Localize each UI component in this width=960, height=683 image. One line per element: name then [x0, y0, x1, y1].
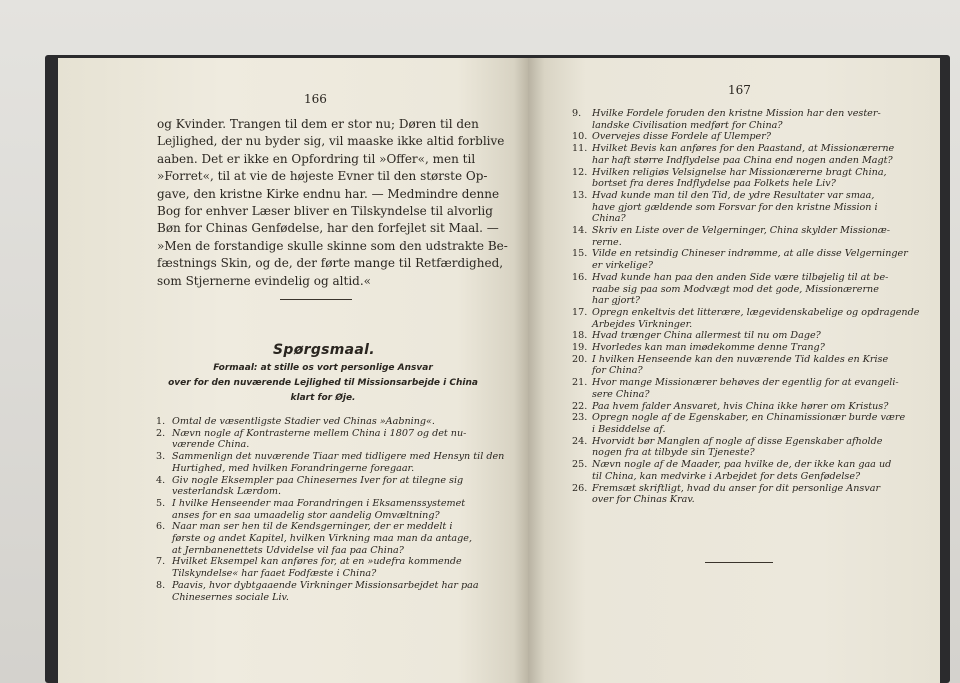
question-item: [572, 306, 920, 330]
question-text-line: Chinesernes sociale Liv.: [172, 591, 289, 603]
question-text-line: Fremsæt skriftligt, hvad du anser for dit personlige Ansvar: [592, 482, 881, 494]
question-item: [572, 377, 917, 400]
question-text-line: China?: [592, 213, 626, 225]
question-item: [572, 483, 917, 506]
question-text-line: Opregn enkeltvis det litterære, lægevidenskabelige og opdragende: [592, 306, 920, 318]
purpose-statement: [158, 361, 488, 406]
question-number: 9.: [572, 108, 582, 119]
question-number: 21.: [572, 377, 588, 389]
question-item: [156, 451, 505, 474]
question-text-line: Paa hvem falder Ansvaret, hvis China ikke hører om Kristus?: [592, 400, 889, 412]
paragraph-line: aaben. Det er ikke en Opfordring til »Offer«, men til: [157, 151, 476, 166]
question-item: [572, 248, 917, 271]
question-item: [156, 475, 486, 498]
paragraph-line: Bog for enhver Læser bliver en Tilskyndelse til alvorlig: [157, 204, 493, 219]
question-text-line: værende China.: [172, 439, 250, 451]
question-text-line: nogen fra at tilbyde sin Tjeneste?: [592, 447, 755, 459]
body-paragraph: [157, 116, 508, 290]
question-text-line: for China?: [592, 365, 643, 377]
question-item: [572, 401, 917, 413]
question-number: 20.: [572, 353, 588, 365]
question-text-line: Tilskyndelse« har faaet Fodfæste i China?: [172, 568, 377, 580]
question-text-line: Omtal de væsentligste Stadier ved Chinas »Aabning«.: [172, 416, 435, 427]
question-number: 13.: [572, 189, 588, 201]
section-heading: Spørgsmaal.: [273, 342, 375, 358]
question-item: [572, 436, 917, 459]
question-item: [572, 342, 917, 354]
purpose-line: over for den nuværende Lejlighed til Missionsarbejde i China: [168, 378, 478, 388]
question-text-line: Hvilket Bevis kan anføres for den Paastand, at Missionærerne: [592, 143, 895, 155]
question-text-line: Nævn nogle af de Maader, paa hvilke de, der ikke kan gaa ud: [592, 459, 892, 471]
question-item: [572, 167, 917, 190]
right-page: [528, 58, 940, 683]
question-text-line: Opregn nogle af de Egenskaber, en Chinamissionær burde være: [592, 412, 906, 424]
question-item: [572, 190, 917, 225]
question-number: 23.: [572, 412, 588, 424]
question-number: 16.: [572, 271, 588, 283]
question-text-line: vesterlandsk Lærdom.: [172, 486, 282, 498]
paragraph-line: gave, den kristne Kirke endnu har. — Medmindre denne: [157, 186, 500, 201]
question-item: [156, 428, 486, 451]
question-text-line: Hvorledes kan man imødekomme denne Trang?: [592, 342, 825, 354]
paragraph-line: »Men de forstandige skulle skinne som den udstrakte Be-: [157, 238, 508, 253]
question-text-line: at Jernbanenettets Udvidelse vil faa paa China?: [172, 544, 404, 556]
question-text-line: Overvejes disse Fordele af Ulemper?: [592, 131, 771, 143]
purpose-line: klart for Øje.: [290, 393, 356, 403]
question-item: [572, 330, 917, 342]
question-text-line: Vilde en retsindig Chineser indrømme, at alle disse Velgerninger: [592, 248, 908, 260]
page-number: 166: [304, 92, 327, 106]
question-number: 8.: [156, 579, 166, 591]
question-text-line: Hvilket Eksempel kan anføres for, at en »udefra kommende: [172, 556, 462, 568]
question-number: 18.: [572, 330, 588, 342]
question-text-line: i Besiddelse af.: [592, 423, 666, 435]
question-item: [572, 108, 917, 131]
question-item: [572, 143, 917, 166]
question-number: 7.: [156, 556, 166, 568]
question-item: [156, 498, 486, 521]
question-text-line: har haft større Indflydelse paa China end nogen anden Magt?: [592, 154, 893, 166]
question-number: 2.: [156, 427, 166, 439]
question-text-line: raabe sig paa som Modvægt mod det gode, Missionærerne: [592, 283, 879, 295]
question-text-line: til China, kan medvirke i Arbejdet for dets Genfødelse?: [592, 470, 861, 482]
question-number: 11.: [572, 143, 588, 155]
question-number: 4.: [156, 474, 166, 486]
paragraph-line: og Kvinder. Trangen til dem er stor nu; Døren til den: [157, 117, 479, 131]
question-text-line: I hvilke Henseender maa Forandringen i Eksamenssystemet: [172, 497, 466, 509]
question-item: [156, 416, 486, 428]
question-text-line: have gjort gældende som Forsvar for den kristne Mission i: [592, 201, 878, 213]
question-text-line: Giv nogle Eksempler paa Chinesernes Iver for at tilegne sig: [172, 474, 464, 486]
question-item: [572, 225, 917, 248]
question-text-line: sere China?: [592, 388, 650, 400]
question-text-line: har gjort?: [592, 295, 641, 307]
question-text-line: I hvilken Henseende kan den nuværende Tid kaldes en Krise: [592, 353, 889, 365]
question-text-line: over for Chinas Krav.: [592, 494, 695, 506]
question-number: 12.: [572, 166, 588, 178]
question-text-line: landske Civilisation medført for China?: [592, 119, 783, 131]
question-number: 6.: [156, 521, 166, 533]
question-item: [156, 521, 486, 556]
question-text-line: Hvad kunde han paa den anden Side være tilbøjelig til at be-: [592, 271, 889, 283]
question-text-line: Arbejdes Virkninger.: [592, 318, 693, 330]
paragraph-line: Bøn for Chinas Genfødelse, har den forfejlet sit Maal. —: [157, 221, 499, 236]
left-page: [58, 58, 528, 683]
section-divider: [280, 299, 352, 300]
question-text-line: Hvor mange Missionærer behøves der egentlig for at evangeli-: [592, 377, 899, 389]
question-item: [572, 272, 917, 307]
paragraph-line: Lejlighed, der nu byder sig, vil maaske ikke altid forblive: [157, 134, 505, 149]
purpose-line: Formaal: at stille os vort personlige Ansvar: [213, 363, 433, 373]
paragraph-line: »Forret«, til at vie de højeste Evner til den største Op-: [157, 169, 488, 184]
paragraph-line: som Stjernerne evindelig og altid.«: [157, 273, 372, 288]
question-text-line: første og andet Kapitel, hvilken Virkning maa man da antage,: [172, 533, 472, 545]
question-text-line: anses for en saa umaadelig stor aandelig Omvæltning?: [172, 509, 440, 521]
question-text-line: Hvad kunde man til den Tid, de ydre Resultater var smaa,: [592, 189, 875, 201]
question-number: 26.: [572, 482, 588, 494]
question-item: [572, 131, 917, 143]
question-list: [572, 108, 920, 506]
question-text-line: rerne.: [592, 236, 622, 248]
question-item: [156, 580, 486, 603]
closing-divider: [705, 562, 773, 563]
question-text-line: bortset fra deres Indflydelse paa Folkets hele Liv?: [592, 178, 836, 190]
question-text-line: Hurtighed, med hvilken Forandringerne foregaar.: [172, 462, 415, 474]
question-number: 22.: [572, 400, 588, 412]
question-number: 24.: [572, 435, 588, 447]
question-number: 14.: [572, 225, 588, 237]
question-text-line: Hvad trænger China allermest til nu om Dage?: [592, 330, 821, 342]
question-text-line: Skriv en Liste over de Velgerninger, China skylder Missionæ-: [592, 225, 891, 237]
question-number: 15.: [572, 248, 588, 260]
question-list: [156, 416, 505, 603]
question-item: [156, 556, 486, 579]
question-text-line: Hvorvidt bør Manglen af nogle af disse Egenskaber afholde: [592, 435, 883, 447]
page-number: 167: [728, 83, 751, 97]
question-item: [572, 412, 917, 435]
question-number: 19.: [572, 342, 588, 354]
question-number: 5.: [156, 497, 166, 509]
paragraph-line: fæstnings Skin, og de, der førte mange til Retfærdighed,: [157, 256, 504, 271]
question-text-line: Paavis, hvor dybtgaaende Virkninger Missionsarbejdet har paa: [172, 579, 479, 591]
question-text-line: Naar man ser hen til de Kendsgerninger, der er meddelt i: [172, 521, 453, 533]
question-number: 1.: [156, 416, 166, 427]
question-number: 10.: [572, 131, 588, 143]
question-text-line: Hvilken religiøs Velsignelse har Missionærerne bragt China,: [592, 166, 887, 178]
question-item: [572, 354, 917, 377]
question-text-line: Sammenlign det nuværende Tiaar med tidligere med Hensyn til den: [172, 451, 505, 463]
question-text-line: Hvilke Fordele foruden den kristne Mission har den vester-: [592, 108, 881, 119]
question-number: 25.: [572, 459, 588, 471]
question-item: [572, 459, 917, 482]
question-number: 3.: [156, 451, 166, 463]
question-text-line: Nævn nogle af Kontrasterne mellem China i 1807 og det nu-: [172, 427, 467, 439]
question-text-line: er virkelige?: [592, 260, 653, 272]
question-number: 17.: [572, 306, 588, 318]
